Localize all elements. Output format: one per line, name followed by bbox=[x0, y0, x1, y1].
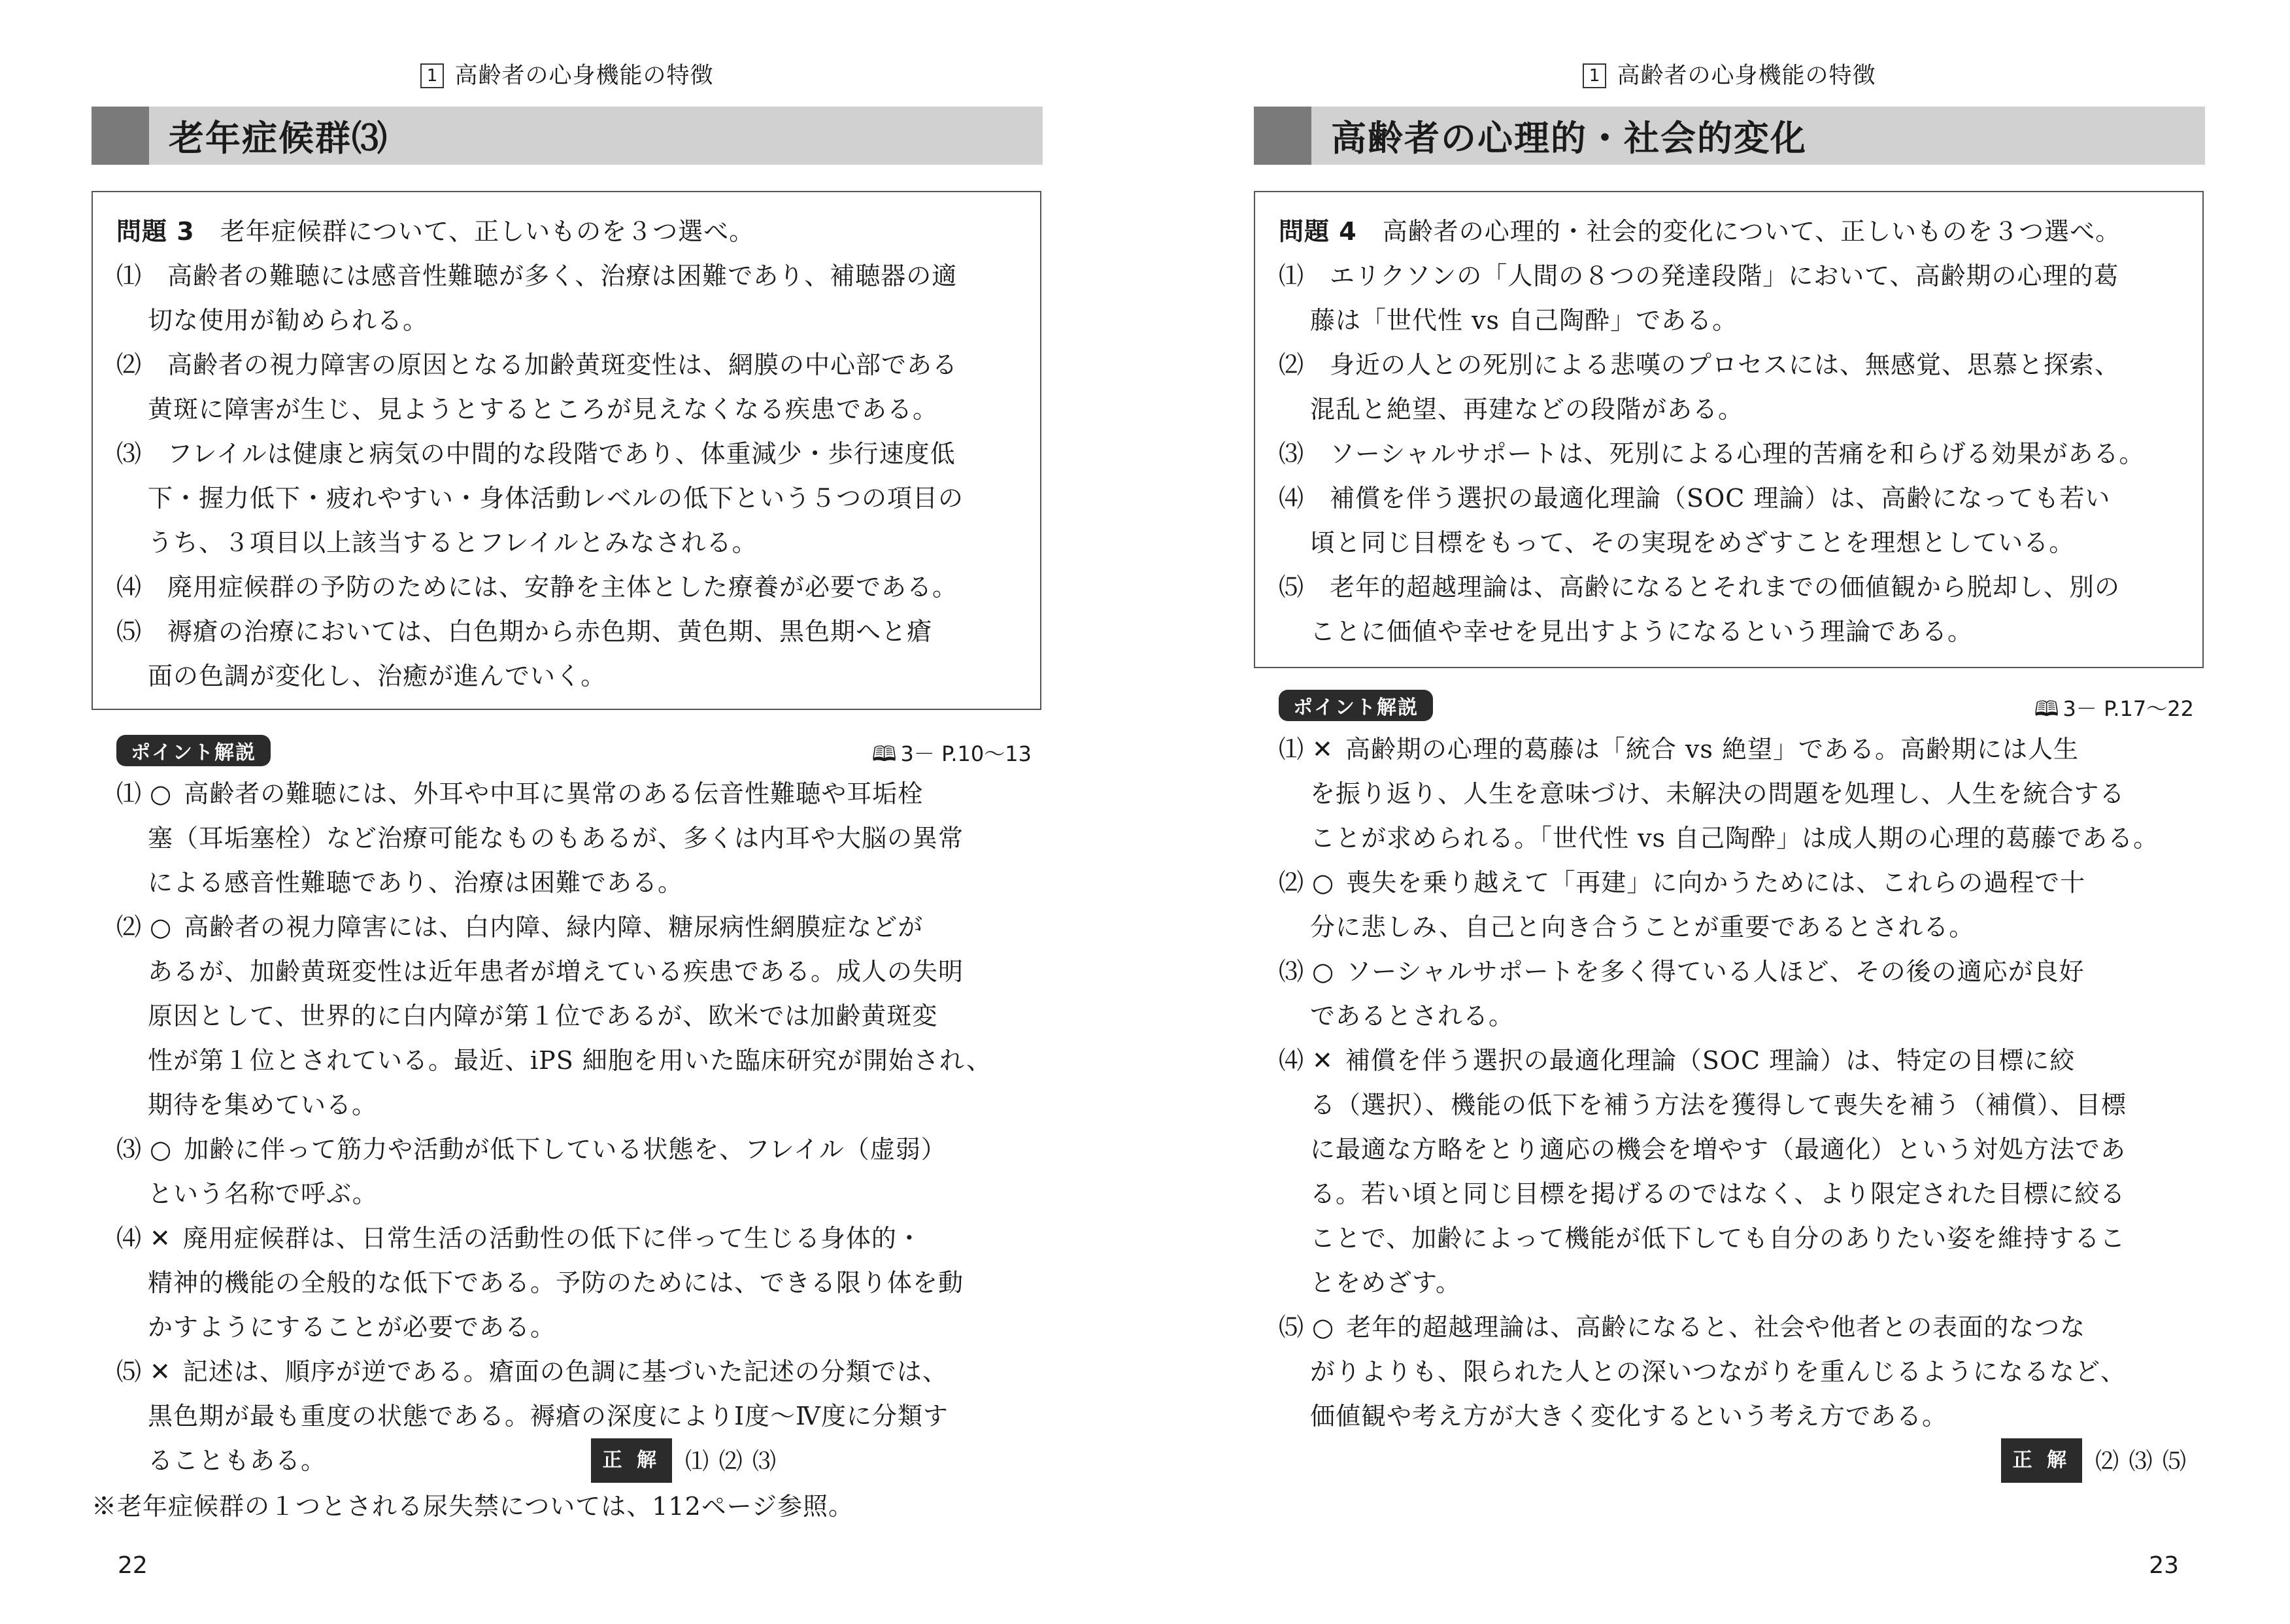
option-4 bbox=[1279, 476, 2202, 520]
explanation-num: ⑶ bbox=[1279, 957, 1305, 986]
note: ※老年症候群の１つとされる尿失禁については、112ページ参照。 bbox=[92, 1492, 854, 1521]
explanation-cont: る（選択）、機能の低下を補う方法を獲得して喪失を補う（補償）、目標 bbox=[1310, 1091, 2127, 1119]
explanation-3 bbox=[1279, 949, 2207, 994]
option-text: 老年的超越理論は、高齢になるとそれまでの価値観から脱却し、別の bbox=[1330, 573, 2121, 601]
explanation-num: ⑷ bbox=[1279, 1046, 1305, 1075]
explanation-cont: る。若い頃と同じ目標を掲げるのではなく、より限定された目標に絞る bbox=[1310, 1179, 2126, 1208]
explanation-cont: がりよりも、限られた人との深いつながりを重んじるようになるなど、 bbox=[1310, 1357, 2127, 1386]
option-num: ⑸ bbox=[1279, 573, 1305, 601]
option-num: ⑶ bbox=[116, 439, 143, 468]
explanation-1 bbox=[1279, 727, 2207, 771]
section-title-bar bbox=[92, 107, 1043, 165]
cross-mark-icon: ✕ bbox=[1312, 1046, 1334, 1075]
explanation-text: 喪失を乗り越えて「再建」に向かうためには、これらの過程で十 bbox=[1346, 868, 2086, 897]
explanation-text: 廃用症候群は、日常生活の活動性の低下に伴って生じる身体的・ bbox=[182, 1224, 922, 1253]
reference bbox=[2034, 692, 2194, 730]
option-3 bbox=[1279, 431, 2202, 476]
option-3 bbox=[116, 431, 1040, 476]
option-text: 補償を伴う選択の最適化理論（SOC 理論）は、高齢になっても若い bbox=[1330, 484, 2111, 513]
circle-mark-icon: ○ bbox=[150, 913, 173, 941]
cross-mark-icon: ✕ bbox=[1312, 735, 1334, 764]
option-5-cont: 面の色調が変化し、治癒が進んでいく。 bbox=[148, 662, 607, 690]
circle-mark-icon: ○ bbox=[150, 779, 173, 808]
question-label: 問題 4 bbox=[1279, 217, 1357, 246]
question-label: 問題 3 bbox=[116, 217, 195, 246]
option-2 bbox=[1279, 343, 2202, 387]
explanation-text: ソーシャルサポートを多く得ている人ほど、その後の適応が良好 bbox=[1346, 957, 2085, 986]
option-3-cont: うち、３項目以上該当するとフレイルとみなされる。 bbox=[148, 528, 758, 557]
explanation-num: ⑷ bbox=[116, 1224, 143, 1253]
explanation-cont: 黒色期が最も重度の状態である。褥瘡の深度によりⅠ度～Ⅳ度に分類す bbox=[148, 1402, 949, 1430]
point-header bbox=[116, 735, 1045, 768]
circle-mark-icon: ○ bbox=[1312, 1313, 1335, 1342]
option-2 bbox=[116, 343, 1040, 387]
point-badge: ポイント解説 bbox=[116, 735, 271, 766]
left-page bbox=[92, 0, 1043, 1624]
explanations bbox=[1279, 727, 2207, 1484]
explanation-cont: 精神的機能の全般的な低下である。予防のためには、できる限り体を動 bbox=[148, 1268, 964, 1297]
explanation-cont: 分に悲しみ、自己と向き合うことが重要であるとされる。 bbox=[1310, 913, 1975, 941]
question-box bbox=[92, 191, 1041, 710]
question-header bbox=[116, 209, 1040, 254]
title-tab bbox=[1254, 107, 1311, 165]
explanation-3 bbox=[116, 1127, 1045, 1172]
option-num: ⑵ bbox=[116, 350, 143, 379]
option-3-cont: 下・握力低下・疲れやすい・身体活動レベルの低下という５つの項目の bbox=[148, 484, 964, 513]
explanation-num: ⑸ bbox=[1279, 1313, 1305, 1342]
explanation-4 bbox=[116, 1216, 1045, 1260]
option-2-cont: 混乱と絶望、再建などの段階がある。 bbox=[1310, 395, 1744, 424]
explanation-cont: とをめざす。 bbox=[1310, 1268, 1461, 1297]
running-head bbox=[1254, 58, 2205, 90]
point-badge: ポイント解説 bbox=[1279, 690, 1433, 721]
answer-row bbox=[326, 1438, 777, 1484]
page-number: 22 bbox=[118, 1552, 148, 1579]
chapter-number-box: 1 bbox=[420, 63, 444, 88]
explanation-text: 記述は、順序が逆である。瘡面の色調に基づいた記述の分類では、 bbox=[182, 1357, 948, 1386]
option-num: ⑴ bbox=[116, 262, 143, 290]
page-number: 23 bbox=[2149, 1552, 2179, 1579]
explanation-cont bbox=[116, 1438, 1045, 1484]
explanation-cont: 期待を集めている。 bbox=[148, 1091, 378, 1119]
explanation-cont: あるが、加齢黄斑変性は近年患者が増えている疾患である。成人の失明 bbox=[148, 957, 964, 986]
option-text: ソーシャルサポートは、死別による心理的苦痛を和らげる効果がある。 bbox=[1330, 439, 2145, 468]
explanation-cont: という名称で呼ぶ。 bbox=[148, 1179, 378, 1208]
explanation-cont: 性が第１位とされている。最近、iPS 細胞を用いた臨床研究が開始され、 bbox=[148, 1046, 992, 1075]
question-prompt: 老年症候群について、正しいものを３つ選べ。 bbox=[220, 217, 755, 246]
answer-value: ⑴ ⑵ ⑶ bbox=[685, 1448, 778, 1475]
explanation-cont: による感音性難聴であり、治療は困難である。 bbox=[148, 868, 684, 897]
explanation-2 bbox=[1279, 860, 2207, 905]
section-title: 老年症候群⑶ bbox=[169, 118, 388, 159]
running-head bbox=[92, 58, 1043, 90]
explanation-num: ⑴ bbox=[116, 779, 143, 808]
circle-mark-icon: ○ bbox=[150, 1135, 173, 1164]
explanation-cont: を振り返り、人生を意味づけ、未解決の問題を処理し、人生を統合する bbox=[1310, 779, 2125, 808]
answer-badge: 正 解 bbox=[2001, 1438, 2082, 1483]
explanation-cont: ことが求められる。「世代性 vs 自己陶酔」は成人期の心理的葛藤である。 bbox=[1310, 824, 2159, 853]
option-1-cont: 藤は「世代性 vs 自己陶酔」である。 bbox=[1310, 306, 1738, 335]
explanation-text: ることもある。 bbox=[148, 1446, 327, 1475]
explanation-num: ⑵ bbox=[116, 913, 143, 941]
option-1 bbox=[116, 254, 1040, 298]
reference-text: 3－ P.10～13 bbox=[900, 741, 1032, 766]
option-num: ⑸ bbox=[116, 617, 143, 646]
book-icon: 🕮 bbox=[871, 741, 897, 766]
option-text: 廃用症候群の予防のためには、安静を主体とした療養が必要である。 bbox=[167, 573, 958, 601]
explanation-1 bbox=[116, 771, 1045, 816]
explanation-cont: であるとされる。 bbox=[1310, 1002, 1515, 1030]
question-box bbox=[1254, 191, 2204, 668]
answer-row bbox=[1279, 1438, 2207, 1484]
option-4-cont: 頃と同じ目標をもって、その実現をめざすことを理想としている。 bbox=[1310, 528, 2075, 557]
explanation-2 bbox=[116, 905, 1045, 949]
option-text: 身近の人との死別による悲嘆のプロセスには、無感覚、思慕と探索、 bbox=[1330, 350, 2121, 379]
option-text: エリクソンの「人間の８つの発達段階」において、高齢期の心理的葛 bbox=[1330, 262, 2119, 290]
option-5 bbox=[116, 609, 1040, 654]
option-4 bbox=[116, 565, 1040, 609]
answer-value: ⑵ ⑶ ⑸ bbox=[2095, 1448, 2187, 1475]
explanation-text: 高齢者の難聴には、外耳や中耳に異常のある伝音性難聴や耳垢栓 bbox=[184, 779, 924, 808]
explanation-text: 補償を伴う選択の最適化理論（SOC 理論）は、特定の目標に絞 bbox=[1345, 1046, 2076, 1075]
option-text: 高齢者の難聴には感音性難聴が多く、治療は困難であり、補聴器の適 bbox=[167, 262, 958, 290]
explanation-cont: ことで、加齢によって機能が低下しても自分のありたい姿を維持するこ bbox=[1310, 1224, 2126, 1253]
explanation-text: 加齢に伴って筋力や活動が低下している状態を、フレイル（虚弱） bbox=[184, 1135, 947, 1164]
option-num: ⑴ bbox=[1279, 262, 1305, 290]
option-1 bbox=[1279, 254, 2202, 298]
option-num: ⑶ bbox=[1279, 439, 1305, 468]
section-title-bar bbox=[1254, 107, 2205, 165]
cross-mark-icon: ✕ bbox=[150, 1357, 171, 1386]
reference-text: 3－ P.17～22 bbox=[2063, 696, 2194, 721]
right-page bbox=[1254, 0, 2205, 1624]
explanation-cont: 価値観や考え方が大きく変化するという考え方である。 bbox=[1310, 1402, 1948, 1430]
section-title: 高齢者の心理的・社会的変化 bbox=[1331, 118, 1807, 159]
option-text: フレイルは健康と病気の中間的な段階であり、体重減少・歩行速度低 bbox=[167, 439, 956, 468]
option-text: 褥瘡の治療においては、白色期から赤色期、黄色期、黒色期へと瘡 bbox=[167, 617, 933, 646]
option-text: 高齢者の視力障害の原因となる加齢黄斑変性は、網膜の中心部である bbox=[167, 350, 958, 379]
explanation-cont: に最適な方略をとり適応の機会を増やす（最適化）という対処方法であ bbox=[1310, 1135, 2127, 1164]
option-1-cont: 切な使用が勧められる。 bbox=[148, 306, 429, 335]
running-head-text: 高齢者の心身機能の特徴 bbox=[1617, 63, 1876, 89]
explanation-num: ⑸ bbox=[116, 1357, 143, 1386]
title-tab bbox=[92, 107, 149, 165]
explanation-text: 高齢者の視力障害には、白内障、緑内障、糖尿病性網膜症などが bbox=[184, 913, 924, 941]
answer-badge: 正 解 bbox=[591, 1438, 672, 1483]
explanation-num: ⑴ bbox=[1279, 735, 1305, 764]
cross-mark-icon: ✕ bbox=[150, 1224, 171, 1253]
option-num: ⑵ bbox=[1279, 350, 1305, 379]
circle-mark-icon: ○ bbox=[1312, 868, 1335, 897]
question-prompt: 高齢者の心理的・社会的変化について、正しいものを３つ選べ。 bbox=[1382, 217, 2121, 246]
running-head-text: 高齢者の心身機能の特徴 bbox=[454, 63, 714, 89]
option-5-cont: ことに価値や幸せを見出すようになるという理論である。 bbox=[1310, 617, 1974, 646]
explanation-5 bbox=[1279, 1305, 2207, 1349]
explanation-cont: 原因として、世界的に白内障が第１位であるが、欧米では加齢黄斑変 bbox=[148, 1002, 938, 1030]
explanation-num: ⑵ bbox=[1279, 868, 1305, 897]
option-num: ⑷ bbox=[116, 573, 143, 601]
option-2-cont: 黄斑に障害が生じ、見ようとするところが見えなくなる疾患である。 bbox=[148, 395, 939, 424]
explanation-num: ⑶ bbox=[116, 1135, 143, 1164]
point-header bbox=[1279, 690, 2207, 722]
explanation-cont: 塞（耳垢塞栓）など治療可能なものもあるが、多くは内耳や大脳の異常 bbox=[148, 824, 964, 853]
explanation-text: 老年的超越理論は、高齢になると、社会や他者との表面的なつな bbox=[1346, 1313, 2086, 1342]
option-num: ⑷ bbox=[1279, 484, 1305, 513]
explanations bbox=[92, 771, 1045, 1529]
reference bbox=[872, 737, 1032, 775]
question-header bbox=[1279, 209, 2202, 254]
option-5 bbox=[1279, 565, 2202, 609]
explanation-text: 高齢期の心理的葛藤は「統合 vs 絶望」である。高齢期には人生 bbox=[1345, 735, 2079, 764]
explanation-5 bbox=[116, 1349, 1045, 1394]
chapter-number-box: 1 bbox=[1583, 63, 1606, 88]
explanation-cont: かすようにすることが必要である。 bbox=[148, 1313, 556, 1342]
explanation-4 bbox=[1279, 1038, 2207, 1083]
book-icon: 🕮 bbox=[2034, 696, 2059, 721]
circle-mark-icon: ○ bbox=[1312, 957, 1335, 986]
